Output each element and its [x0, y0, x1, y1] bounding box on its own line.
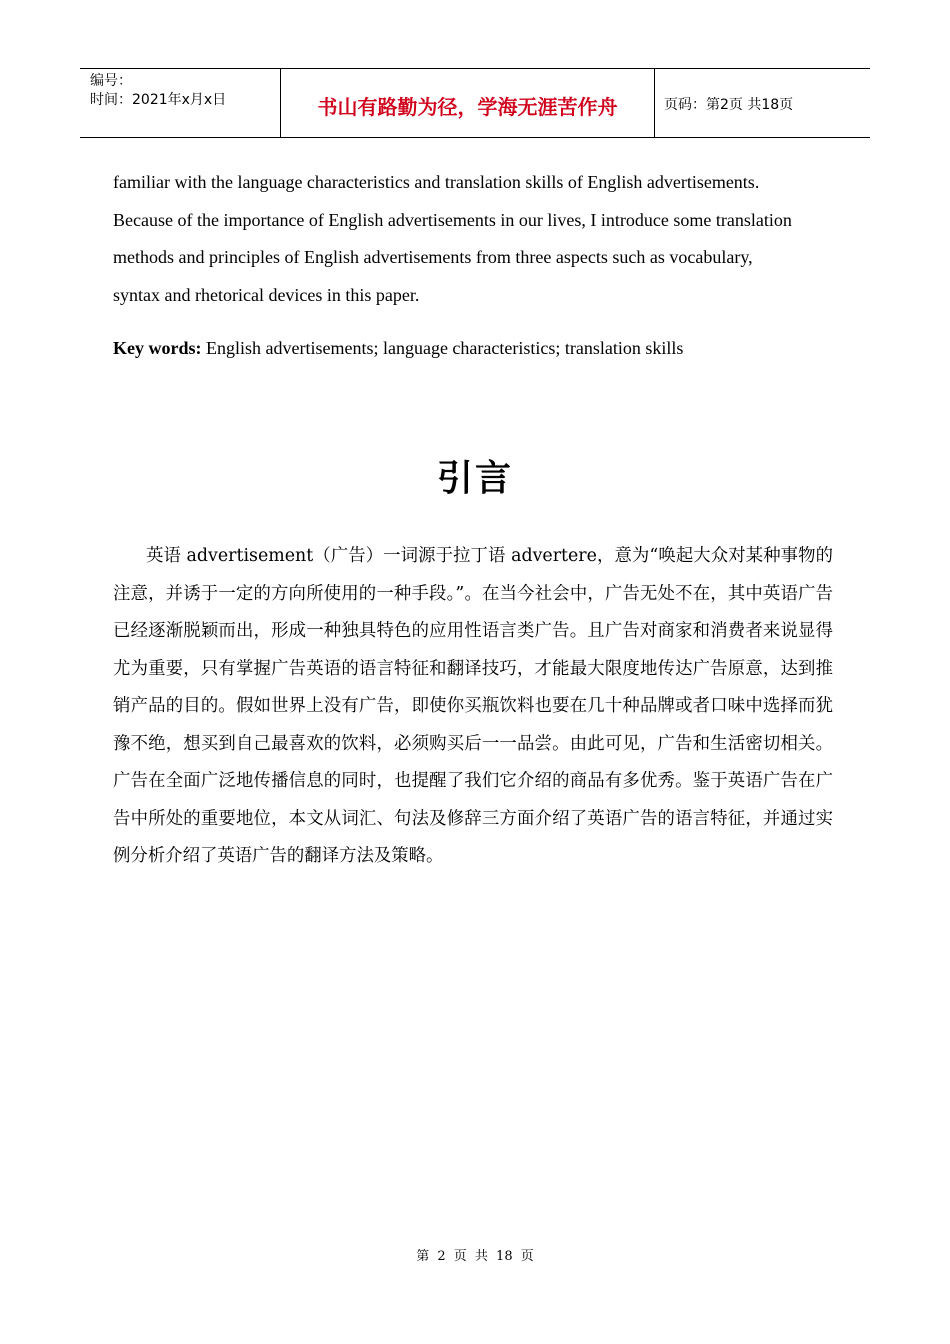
keywords-line — [113, 333, 843, 363]
keywords-text: English advertisements; language characteristics; translation skills — [201, 338, 684, 358]
keywords-label: Key words: — [113, 338, 202, 358]
abstract-line: syntax and rhetorical devices in this paper. — [113, 284, 420, 305]
header-meta — [80, 69, 281, 137]
abstract-line: familiar with the language characteristics and translation skills of English advertisements. — [113, 172, 760, 192]
page-header — [80, 68, 870, 138]
header-motto: 书山有路勤为径，学海无涯苦作舟 — [281, 69, 655, 137]
abstract-line: methods and principles of English advertisements from three aspects such as vocabulary, — [113, 247, 753, 267]
section-title: 引言 — [436, 458, 513, 499]
header-time-label: 时间：2021年x月x日 — [90, 92, 227, 108]
abstract-paragraph — [113, 164, 843, 314]
header-number-label: 编号： — [90, 73, 132, 89]
intro-paragraph: 英语 advertisement（广告）一词源于拉丁语 advertere，意为“唤起大众对某种事物的注意，并诱于一定的方向所使用的一种手段。”。在当今社会中，广告无处不在，其中英语广告已经逐渐脱颖而出，形成一种独具特色的应用性语言类广告。且广告对商家和消费者来说显得尤为重要，只有掌握广告英语的语言特征和翻译技巧，才能最大限度地传达广告原意，达到推销产品的目的。假如世界上没有广告，即使你买瓶饮料也要在几十种品牌或者口味中选择而犹豫不绝，想买到自己最喜欢的饮料，必须购买后一一品尝。由此可见，广告和生活密切相关。广告在全面广泛地传播信息的同时，也提醒了我们它介绍的商品有多优秀。鉴于英语广告在广告中所处的重要地位，本文从词汇、句法及修辞三方面介绍了英语广告的语言特征，并通过实例分析介绍了英语广告的翻译方法及策略。 — [113, 546, 833, 866]
page-footer: 第 2 页 共 18 页 — [416, 1249, 534, 1264]
abstract-line: Because of the importance of English advertisements in our lives, I introduce some translation — [113, 209, 792, 230]
header-page-info: 页码：第2页 共18页 — [664, 97, 794, 113]
